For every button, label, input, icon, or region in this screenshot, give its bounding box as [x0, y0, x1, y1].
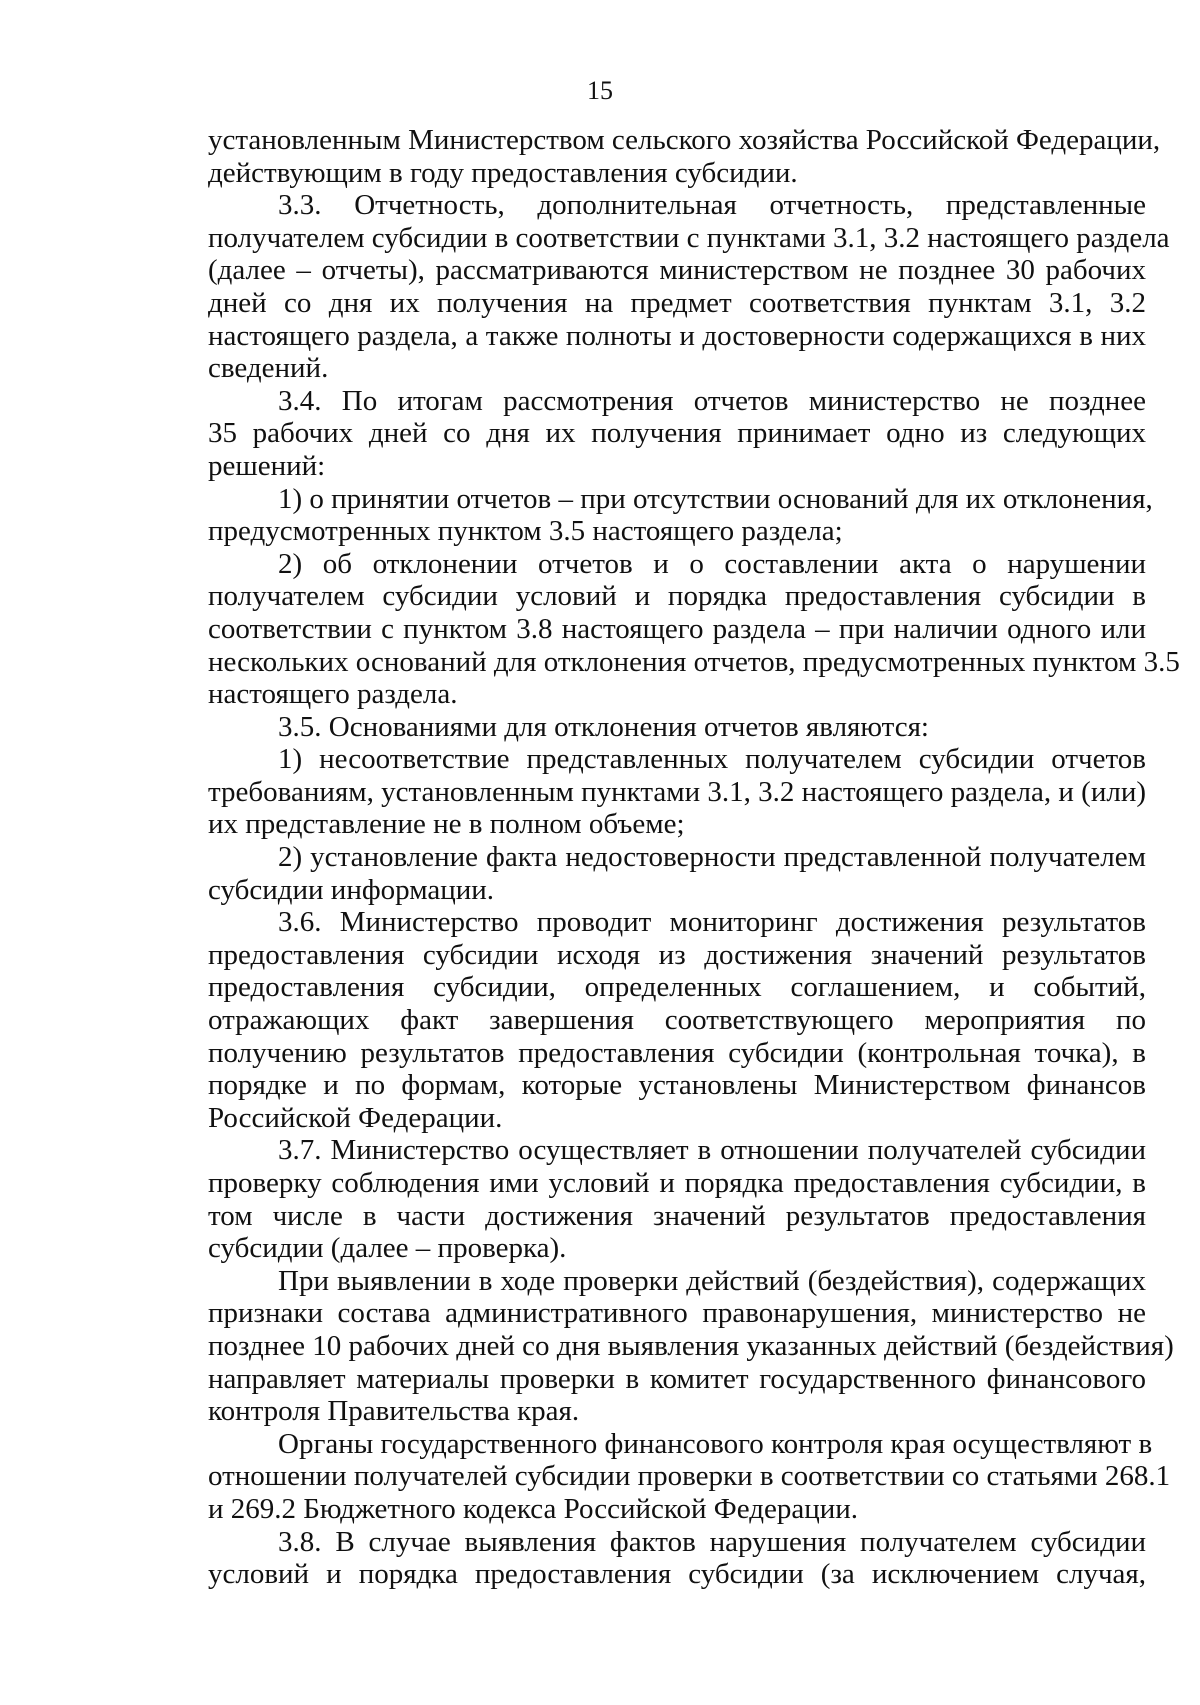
- text-line: 3.6. Министерство проводит мониторинг достижения результатов: [278, 906, 1146, 939]
- text-line: предоставления субсидии, определенных соглашением, и событий,: [208, 971, 1146, 1004]
- text-line: 35 рабочих дней со дня их получения принимает одно из следующих: [208, 417, 1146, 450]
- text-line: настоящего раздела.: [208, 678, 458, 711]
- text-line: действующим в году предоставления субсидии.: [208, 156, 798, 189]
- text-line: предусмотренных пунктом 3.5 настоящего раздела;: [208, 515, 843, 548]
- text-line: признаки состава административного правонарушения, министерство не: [208, 1297, 1146, 1330]
- page-number: 15: [587, 76, 613, 105]
- text-line: 2) об отклонении отчетов и о составлении акта о нарушении: [278, 547, 1146, 580]
- text-line: (далее – отчеты), рассматриваются министерством не позднее 30 рабочих: [208, 254, 1146, 287]
- text-line: соответствии с пунктом 3.8 настоящего раздела – при наличии одного или: [208, 612, 1146, 645]
- text-line: позднее 10 рабочих дней со дня выявления указанных действий (бездействия): [208, 1329, 1174, 1362]
- text-line: 3.3. Отчетность, дополнительная отчетность, представленные: [278, 189, 1146, 222]
- text-line: их представление не в полном объеме;: [208, 808, 685, 841]
- text-line: контроля Правительства края.: [208, 1395, 580, 1428]
- text-line: отражающих факт завершения соответствующего мероприятия по: [208, 1004, 1146, 1037]
- text-line: условий и порядка предоставления субсидии (за исключением случая,: [208, 1558, 1146, 1591]
- text-line: субсидии (далее – проверка).: [208, 1232, 567, 1265]
- text-line: 1) о принятии отчетов – при отсутствии оснований для их отклонения,: [278, 482, 1153, 515]
- text-line: 3.4. По итогам рассмотрения отчетов министерство не позднее: [278, 384, 1146, 417]
- text-line: настоящего раздела, а также полноты и достоверности содержащихся в них: [208, 319, 1146, 352]
- text-line: дней со дня их получения на предмет соответствия пунктам 3.1, 3.2: [208, 286, 1146, 319]
- text-line: субсидии информации.: [208, 873, 495, 906]
- text-line: направляет материалы проверки в комитет государственного финансового: [208, 1362, 1146, 1395]
- document-body: [208, 124, 1180, 1591]
- text-line: и 269.2 Бюджетного кодекса Российской Федерации.: [208, 1492, 859, 1525]
- text-line: При выявлении в ходе проверки действий (бездействия), содержащих: [278, 1264, 1146, 1297]
- text-line: порядке и по формам, которые установлены Министерством финансов: [208, 1069, 1146, 1102]
- text-line: предоставления субсидии исходя из достижения значений результатов: [208, 938, 1146, 971]
- text-line: решений:: [208, 449, 326, 482]
- text-line: 2) установление факта недостоверности представленной получателем: [278, 841, 1146, 874]
- text-line: требованиям, установленным пунктами 3.1, 3.2 настоящего раздела, и (или): [208, 775, 1146, 808]
- text-line: сведений.: [208, 352, 329, 385]
- text-line: получателем субсидии в соответствии с пунктами 3.1, 3.2 настоящего раздела: [208, 221, 1170, 254]
- text-line: нескольких оснований для отклонения отчетов, предусмотренных пунктом 3.5: [208, 645, 1180, 678]
- text-line: отношении получателей субсидии проверки в соответствии со статьями 268.1: [208, 1460, 1171, 1493]
- text-line: получению результатов предоставления субсидии (контрольная точка), в: [208, 1036, 1146, 1069]
- text-line: 1) несоответствие представленных получателем субсидии отчетов: [278, 743, 1146, 776]
- text-line: 3.5. Основаниями для отклонения отчетов являются:: [278, 710, 929, 743]
- text-line: 3.8. В случае выявления фактов нарушения получателем субсидии: [278, 1525, 1146, 1558]
- text-line: получателем субсидии условий и порядка предоставления субсидии в: [208, 580, 1146, 613]
- text-line: том числе в части достижения значений результатов предоставления: [208, 1199, 1146, 1232]
- text-line: установленным Министерством сельского хозяйства Российской Федерации,: [208, 124, 1161, 156]
- text-line: Российской Федерации.: [208, 1101, 503, 1134]
- text-line: Органы государственного финансового контроля края осуществляют в: [278, 1427, 1153, 1460]
- text-line: 3.7. Министерство осуществляет в отношении получателей субсидии: [278, 1134, 1146, 1167]
- text-line: проверку соблюдения ими условий и порядка предоставления субсидии, в: [208, 1167, 1146, 1199]
